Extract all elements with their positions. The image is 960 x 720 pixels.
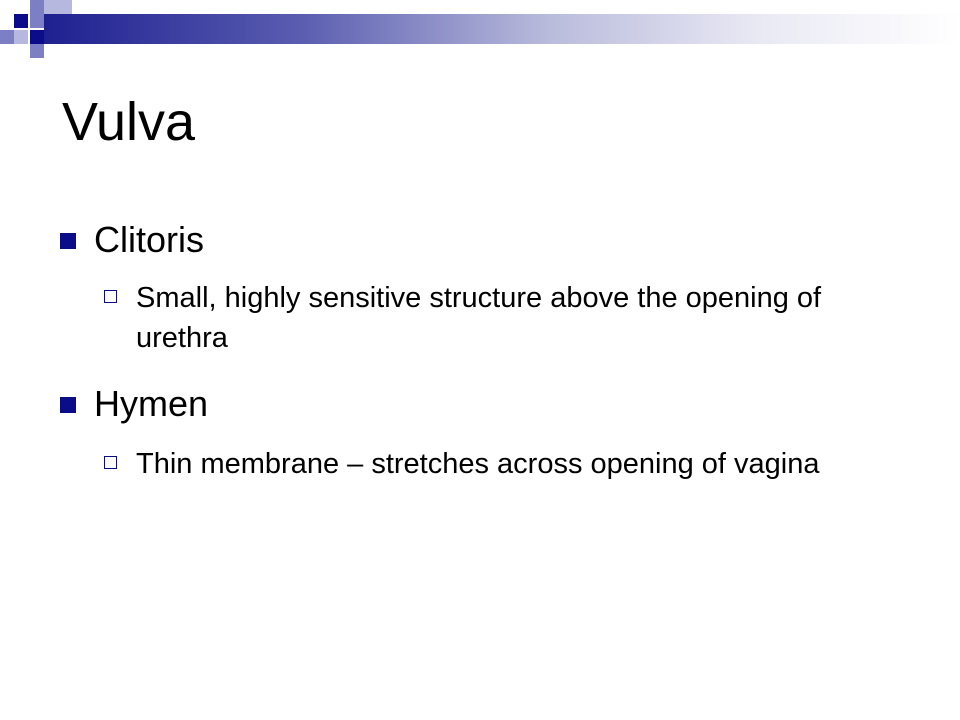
bullet-label: Clitoris: [94, 219, 205, 260]
filled-square-icon: [60, 397, 76, 413]
bullet-label: Hymen: [94, 383, 209, 424]
sub-bullet-text: Thin membrane – stretches across opening of vagina: [136, 448, 820, 480]
hollow-square-icon: [104, 290, 117, 303]
slide-title: Vulva: [62, 92, 196, 152]
filled-square-icon: [60, 233, 76, 249]
hollow-square-icon: [104, 456, 117, 469]
sub-bullet-text: Small, highly sensitive structure above the opening of urethra: [136, 282, 822, 354]
